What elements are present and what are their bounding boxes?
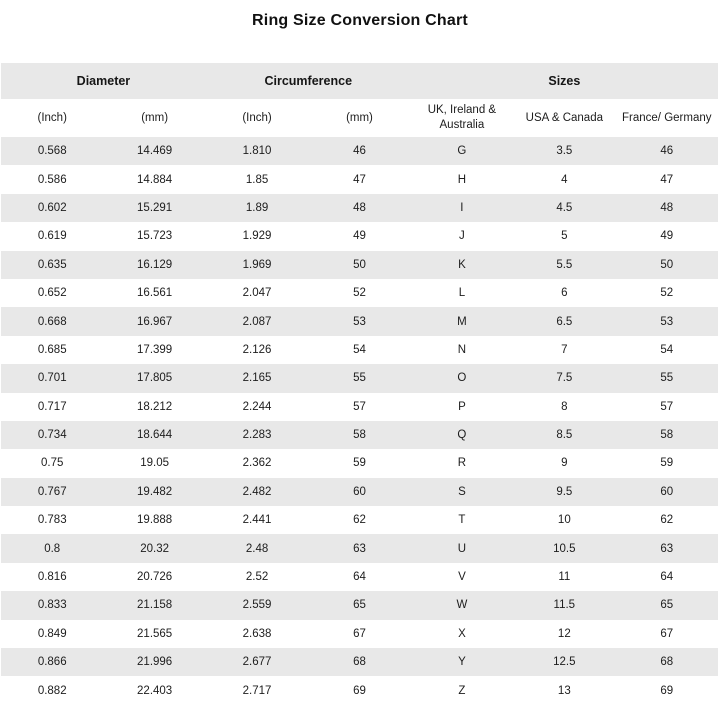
table-cell: 17.805 — [137, 372, 173, 385]
table-cell: 10 — [557, 514, 571, 527]
table-cell: 48 — [660, 201, 674, 214]
table-cell: 0.685 — [37, 343, 67, 356]
table-cell: 0.568 — [37, 145, 67, 158]
table-cell: 2.48 — [245, 542, 269, 555]
table-cell: 8.5 — [556, 429, 573, 442]
table-cell: 2.126 — [242, 343, 272, 356]
table-cell: 16.129 — [137, 258, 173, 271]
column-header: France/ Germany — [616, 99, 718, 137]
table-cell: 0.783 — [37, 514, 67, 527]
table-cell: 69 — [660, 684, 674, 697]
table-cell: 1.969 — [242, 258, 272, 271]
table-cell: 1.929 — [242, 230, 272, 243]
page-title: Ring Size Conversion Chart — [252, 12, 468, 29]
table-cell: 63 — [660, 542, 674, 555]
table-cell: 0.866 — [37, 656, 67, 669]
table-cell: 20.32 — [140, 542, 170, 555]
table-row — [1, 563, 718, 591]
table-cell: 1.810 — [242, 145, 272, 158]
table-cell: 2.559 — [242, 599, 272, 612]
table-cell: O — [457, 372, 467, 385]
group-header-circumference: Circumference — [206, 63, 411, 99]
table-cell: 47 — [660, 173, 674, 186]
table-cell: 62 — [660, 514, 674, 527]
table-cell: 46 — [660, 145, 674, 158]
table-cell: X — [458, 627, 466, 640]
table-cell: U — [457, 542, 467, 555]
table-cell: 2.638 — [242, 627, 272, 640]
table-row — [1, 648, 718, 676]
table-row — [1, 336, 718, 364]
table-cell: 15.723 — [137, 230, 173, 243]
group-header-diameter: Diameter — [1, 63, 206, 99]
table-cell: 21.565 — [137, 627, 173, 640]
table-cell: 2.717 — [242, 684, 272, 697]
table-cell: 1.89 — [245, 201, 269, 214]
table-cell: S — [458, 485, 466, 498]
table-cell: 18.644 — [137, 429, 173, 442]
table-cell: 2.482 — [242, 485, 272, 498]
table-row — [1, 534, 718, 562]
table-cell: 58 — [353, 429, 366, 442]
table-cell: 65 — [660, 599, 674, 612]
column-header-row — [1, 99, 718, 137]
group-header-sizes: Sizes — [411, 63, 718, 99]
table-row — [1, 449, 718, 477]
table-cell: 0.849 — [37, 627, 67, 640]
table-cell: 3.5 — [556, 145, 573, 158]
table-cell: 60 — [660, 485, 674, 498]
table-cell: 0.8 — [44, 542, 61, 555]
table-row — [1, 620, 718, 648]
table-cell: 68 — [660, 656, 674, 669]
table-cell: 16.967 — [137, 315, 173, 328]
table-cell: 0.619 — [37, 230, 67, 243]
table-row — [1, 506, 718, 534]
table-cell: 17.399 — [137, 343, 173, 356]
table-cell: 19.888 — [137, 514, 173, 527]
table-cell: 64 — [660, 571, 674, 584]
table-cell: 15.291 — [137, 201, 173, 214]
table-cell: 11.5 — [553, 599, 576, 612]
table-cell: 9.5 — [556, 485, 573, 498]
table-cell: 19.05 — [140, 457, 170, 470]
table-cell: Q — [457, 429, 467, 442]
table-body — [1, 137, 718, 705]
table-row — [1, 222, 718, 250]
table-cell: 20.726 — [137, 571, 173, 584]
table-cell: 12 — [557, 627, 571, 640]
table-cell: 0.586 — [37, 173, 67, 186]
ring-size-conversion-table — [1, 63, 718, 705]
table-cell: G — [457, 145, 467, 158]
column-header: (Inch) — [206, 99, 308, 137]
table-cell: 55 — [660, 372, 674, 385]
table-cell: 54 — [353, 343, 366, 356]
table-cell: 49 — [660, 230, 674, 243]
table-cell: 62 — [353, 514, 366, 527]
table-cell: 49 — [353, 230, 366, 243]
table-cell: 19.482 — [137, 485, 173, 498]
table-cell: 57 — [353, 400, 366, 413]
table-cell: 0.882 — [37, 684, 67, 697]
table-cell: 65 — [353, 599, 366, 612]
table-row — [1, 591, 718, 619]
table-cell: H — [457, 173, 467, 186]
table-cell: 58 — [660, 429, 674, 442]
table-cell: 13 — [557, 684, 571, 697]
table-cell: 1.85 — [245, 173, 269, 186]
table-cell: R — [457, 457, 467, 470]
table-cell: 12.5 — [553, 656, 576, 669]
table-cell: 6.5 — [556, 315, 573, 328]
table-cell: I — [460, 201, 464, 214]
table-cell: 0.652 — [37, 287, 67, 300]
table-cell: 54 — [660, 343, 674, 356]
table-cell: 21.996 — [137, 656, 173, 669]
table-row — [1, 676, 718, 704]
table-row — [1, 137, 718, 165]
group-header-row — [1, 63, 718, 99]
column-header: USA & Canada — [513, 99, 615, 137]
table-cell: 68 — [353, 656, 366, 669]
table-cell: 0.701 — [37, 372, 67, 385]
table-cell: 46 — [353, 145, 366, 158]
column-header: (mm) — [103, 99, 205, 137]
table-cell: 2.047 — [242, 287, 272, 300]
table-row — [1, 194, 718, 222]
table-cell: P — [458, 400, 466, 413]
table-cell: 67 — [353, 627, 366, 640]
table-cell: 67 — [660, 627, 674, 640]
table-row — [1, 478, 718, 506]
table-cell: 5.5 — [556, 258, 573, 271]
table-header — [1, 63, 718, 137]
table-cell: 10.5 — [553, 542, 576, 555]
table-cell: 14.469 — [137, 145, 173, 158]
table-cell: 53 — [660, 315, 674, 328]
column-header: (mm) — [308, 99, 410, 137]
table-cell: 64 — [353, 571, 366, 584]
table-cell: 48 — [353, 201, 366, 214]
table-cell: 2.441 — [242, 514, 272, 527]
table-cell: 60 — [353, 485, 366, 498]
table-cell: 16.561 — [137, 287, 173, 300]
table-cell: 2.087 — [242, 315, 272, 328]
table-cell: K — [458, 258, 466, 271]
table-cell: Y — [458, 656, 466, 669]
column-header: (Inch) — [1, 99, 103, 137]
table-cell: T — [458, 514, 466, 527]
table-cell: 59 — [353, 457, 366, 470]
column-header: UK, Ireland & Australia — [411, 99, 513, 137]
table-row — [1, 165, 718, 193]
table-cell: 5 — [561, 230, 568, 243]
table-cell: 0.833 — [37, 599, 67, 612]
table-cell: 57 — [660, 400, 674, 413]
table-row — [1, 279, 718, 307]
table-cell: 2.165 — [242, 372, 272, 385]
table-cell: 50 — [353, 258, 366, 271]
table-cell: 52 — [660, 287, 674, 300]
table-cell: L — [458, 287, 466, 300]
table-row — [1, 251, 718, 279]
table-row — [1, 421, 718, 449]
table-cell: W — [456, 599, 468, 612]
table-cell: M — [457, 315, 467, 328]
table-row — [1, 307, 718, 335]
table-cell: 2.677 — [242, 656, 272, 669]
table-cell: 47 — [353, 173, 366, 186]
table-cell: 0.717 — [37, 400, 67, 413]
table-row — [1, 393, 718, 421]
table-cell: 4.5 — [556, 201, 573, 214]
table-cell: 14.884 — [137, 173, 173, 186]
table-cell: 18.212 — [137, 400, 173, 413]
table-cell: V — [458, 571, 466, 584]
table-cell: Z — [458, 684, 466, 697]
table-cell: 0.668 — [37, 315, 67, 328]
table-cell: 4 — [561, 173, 568, 186]
table-cell: 2.244 — [242, 400, 272, 413]
table-cell: 6 — [561, 287, 568, 300]
table-cell: 0.602 — [37, 201, 67, 214]
table-cell: 69 — [353, 684, 366, 697]
table-cell: 50 — [660, 258, 674, 271]
table-cell: J — [459, 230, 465, 243]
table-cell: 22.403 — [137, 684, 173, 697]
table-row — [1, 364, 718, 392]
table-cell: 63 — [353, 542, 366, 555]
table-cell: 2.283 — [242, 429, 272, 442]
table-cell: 21.158 — [137, 599, 173, 612]
table-cell: 59 — [660, 457, 674, 470]
table-cell: 2.362 — [242, 457, 272, 470]
table-cell: 9 — [561, 457, 568, 470]
table-cell: 0.767 — [37, 485, 67, 498]
table-cell: 2.52 — [245, 571, 269, 584]
table-cell: 53 — [353, 315, 366, 328]
table-cell: N — [457, 343, 467, 356]
table-cell: 7 — [561, 343, 568, 356]
table-cell: 55 — [353, 372, 366, 385]
table-cell: 0.635 — [37, 258, 67, 271]
table-cell: 0.75 — [41, 457, 64, 470]
table-cell: 0.816 — [37, 571, 67, 584]
table-cell: 7.5 — [556, 372, 573, 385]
table-cell: 11 — [558, 571, 571, 584]
table-cell: 0.734 — [37, 429, 67, 442]
table-cell: 52 — [353, 287, 366, 300]
table-cell: 8 — [561, 400, 568, 413]
